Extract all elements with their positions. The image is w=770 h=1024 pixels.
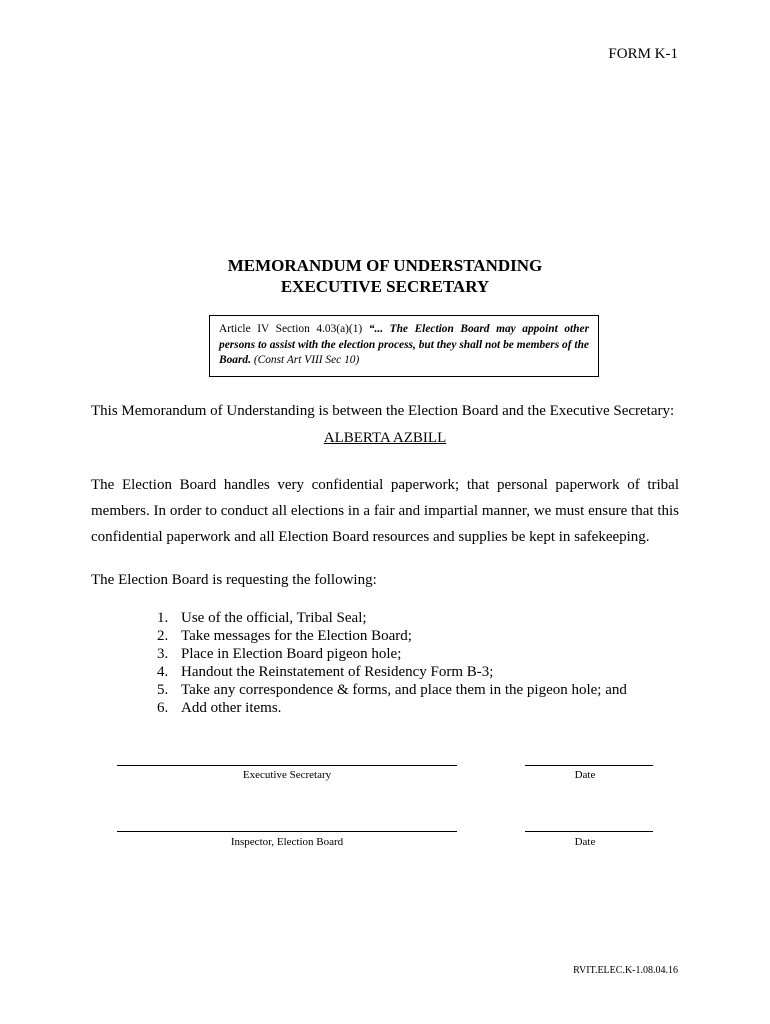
intro-statement: This Memorandum of Understanding is between the Election Board and the Executive Secretary: xyxy=(91,403,675,419)
citation-box xyxy=(209,315,599,377)
document-subtitle: EXECUTIVE SECRETARY xyxy=(280,277,490,296)
date-label: Date xyxy=(574,769,596,781)
list-item: 5. Take any correspondence & forms, and place them in the pigeon hole; and xyxy=(157,682,627,698)
citation-reference: (Const Art VIII Sec 10) xyxy=(250,354,360,366)
date-signature-line[interactable] xyxy=(525,831,653,832)
citation-prefix: Article IV Section 4.03(a)(1) xyxy=(219,323,369,335)
secretary-name: ALBERTA AZBILL xyxy=(323,430,447,446)
date-signature-line[interactable] xyxy=(525,765,653,766)
list-item: 3. Place in Election Board pigeon hole; xyxy=(157,646,402,662)
citation-quote: “... The Election Board may appoint other persons to assist with the election process, but they shall not be members of the Board. xyxy=(219,323,589,366)
request-intro: The Election Board is requesting the following: xyxy=(91,572,377,588)
list-item: 1. Use of the official, Tribal Seal; xyxy=(157,610,367,626)
form-footer-code: RVIT.ELEC.K-1.08.04.16 xyxy=(573,965,678,976)
list-item: 4. Handout the Reinstatement of Residency Form B-3; xyxy=(157,664,494,680)
body-paragraph: The Election Board handles very confidential paperwork; that personal paperwork of tribal members. In order to conduct all elections in a fair and impartial manner, we must ensure that this confidential paperwork and all Election Board resources and supplies be kept in safekeeping. xyxy=(91,477,679,545)
inspector-label: Inspector, Election Board xyxy=(230,836,344,848)
date-label: Date xyxy=(574,836,596,848)
list-item: 6. Add other items. xyxy=(157,700,282,716)
form-id: FORM K-1 xyxy=(608,46,678,62)
list-item: 2. Take messages for the Election Board; xyxy=(157,628,412,644)
executive-secretary-signature-line[interactable] xyxy=(117,765,457,766)
executive-secretary-label: Executive Secretary xyxy=(242,769,332,781)
inspector-signature-line[interactable] xyxy=(117,831,457,832)
document-title: MEMORANDUM OF UNDERSTANDING xyxy=(227,256,543,275)
request-list xyxy=(157,609,627,717)
